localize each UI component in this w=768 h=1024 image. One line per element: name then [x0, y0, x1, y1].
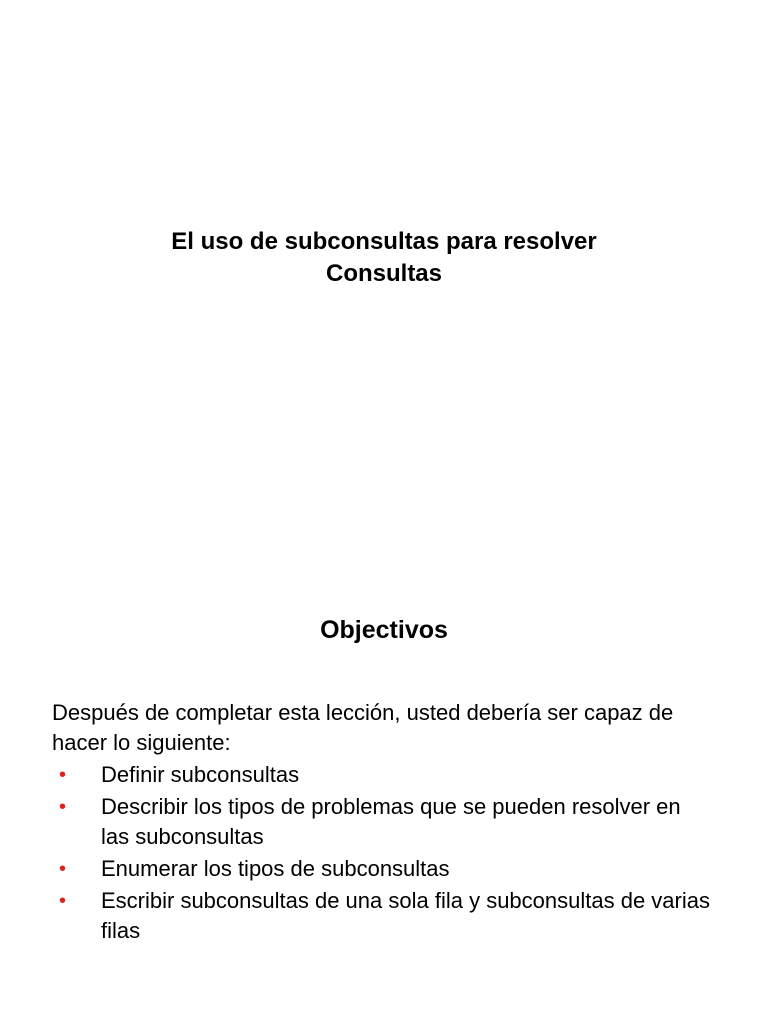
objective-text: Definir subconsultas	[101, 762, 300, 787]
slide-title-line-2: Consultas	[325, 260, 442, 287]
objectives-slide	[0, 512, 768, 1024]
objective-item	[52, 854, 712, 884]
objective-text: Describir los tipos de problemas que se pueden resolver en las subconsultas	[101, 794, 681, 849]
objectives-heading: Objectivos	[320, 616, 448, 644]
objective-item	[52, 886, 712, 946]
objectives-list	[52, 760, 712, 948]
objective-text: Escribir subconsultas de una sola fila y subconsultas de varias filas	[101, 888, 710, 943]
objectives-intro: Después de completar esta lección, usted debería ser capaz de hacer lo siguiente:	[52, 700, 674, 755]
objective-item	[52, 760, 712, 790]
objective-text: Enumerar los tipos de subconsultas	[101, 856, 450, 881]
slide-title	[0, 226, 768, 290]
bullet-icon: •	[59, 764, 67, 786]
bullet-icon: •	[59, 796, 67, 818]
bullet-icon: •	[59, 890, 67, 912]
slide-title-line-1: El uso de subconsultas para resolver	[171, 228, 597, 255]
bullet-icon: •	[59, 858, 67, 880]
objective-item	[52, 792, 712, 852]
